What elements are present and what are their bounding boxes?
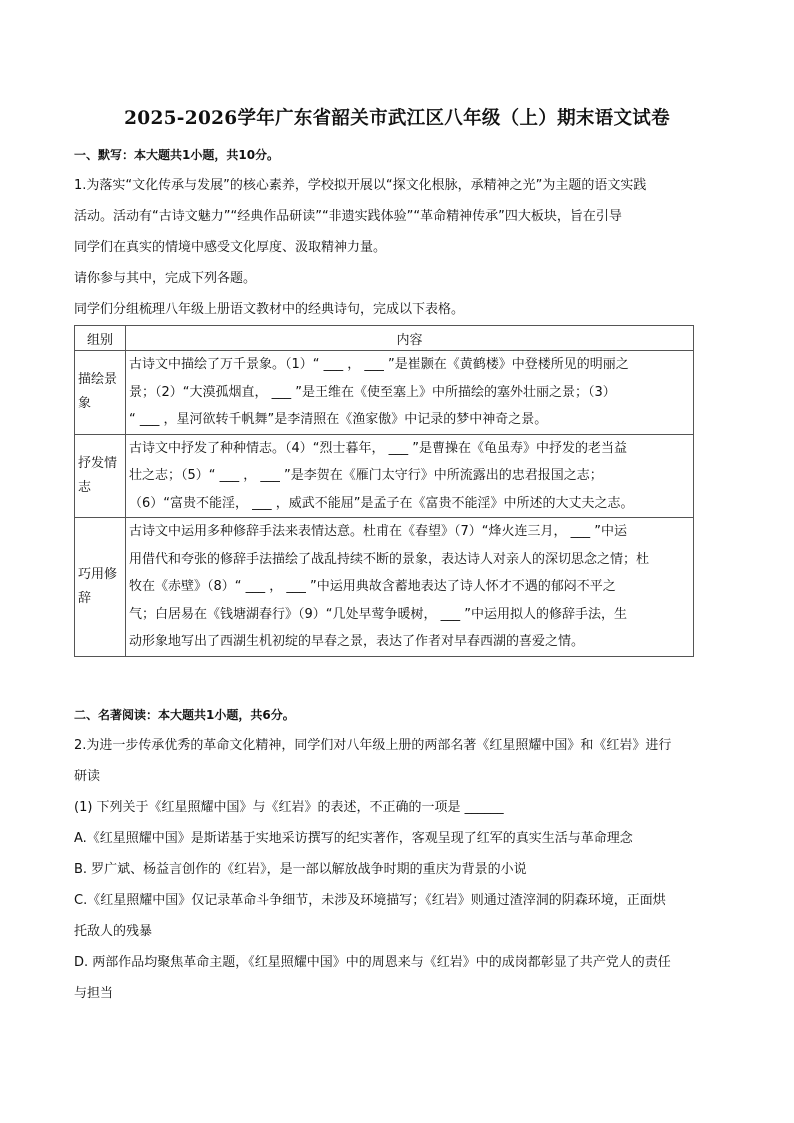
table-group-cell (75, 351, 126, 435)
table-header-content: 内容 (126, 326, 694, 351)
section-1-heading: 一、默写：本大题共1小题，共10分。 (74, 148, 280, 162)
exam-title: 2025-2026学年广东省韶关市武江区八年级（上）期末语文试卷 (124, 108, 670, 129)
content-line: 古诗文中描绘了万千景象。（1）“ ___ ， ___ ”是崔颢在《黄鹤楼》中登楼所见的明丽之 (129, 357, 629, 372)
group-label-line: 描绘景 (78, 372, 118, 388)
poetry-table (74, 325, 694, 657)
group-label-line: 辞 (78, 590, 92, 606)
table-content-cell (126, 518, 694, 657)
content-line: 景；（2）“大漠孤烟直， ___ ”是王维在《使至塞上》中所描绘的塞外壮丽之景；（3） (129, 384, 616, 400)
content-line: 古诗文中运用多种修辞手法来表情达意。杜甫在《春望》（7）“烽火连三月， ___ ”中运 (129, 524, 628, 539)
question-1-line: 请你参与其中，完成下列各题。 (74, 271, 257, 286)
group-label-line: 象 (78, 396, 92, 412)
table-row (75, 434, 694, 518)
content-line: “ ___ ，星河欲转千帆舞”是李清照在《渔家傲》中记录的梦中神奇之景。 (129, 412, 548, 427)
content-line: 用借代和夸张的修辞手法描绘了战乱持续不断的景象，表达诗人对亲人的深切思念之情；杜 (129, 551, 650, 567)
option-a: A.《红星照耀中国》是斯诺基于实地采访撰写的纪实著作，客观呈现了红军的真实生活与革命理念 (74, 831, 633, 846)
option-c: C.《红星照耀中国》仅记录革命斗争细节，未涉及环境描写；《红岩》则通过渣滓洞的阴森环境，正面烘 (74, 893, 666, 908)
table-row (75, 351, 694, 435)
content-line: 壮之志；（5）“ ___ ， ___ ”是李贺在《雁门太守行》中所流露出的忠君报国之志； (129, 468, 603, 483)
question-2-subquestion: (1) 下列关于《红星照耀中国》与《红岩》的表述，不正确的一项是 ______ (74, 800, 504, 815)
content-line: 古诗文中抒发了种种情志。（4）“烈士暮年， ___ ”是曹操在《龟虽寿》中抒发的老当益 (129, 440, 628, 456)
question-1-line: 活动。活动有“古诗文魅力”“经典作品研读”“非遗实践体验”“革命精神传承”四大板块，旨在引导 (74, 209, 622, 224)
group-label-line: 巧用修 (78, 566, 118, 582)
table-content-cell (126, 434, 694, 518)
option-d-cont: 与担当 (74, 986, 114, 1001)
table-group-cell (75, 518, 126, 657)
question-1-text (74, 170, 722, 322)
question-1-line: 1.为落实“文化传承与发展”的核心素养，学校拟开展以“探文化根脉，承精神之光”为主题的语文实践 (74, 178, 647, 193)
content-line: 牧在《赤壁》（8）“ ___ ， ___ ”中运用典故含蓄地表达了诗人怀才不遇的郁闷不平之 (129, 579, 616, 594)
content-line: （6）“富贵不能淫， ___ ，威武不能屈”是孟子在《富贵不能淫》中所述的大丈夫之志。 (129, 495, 634, 511)
option-c-cont: 托敌人的残暴 (74, 924, 153, 939)
table-group-cell (75, 434, 126, 518)
question-2-line: 2.为进一步传承优秀的革命文化精神，同学们对八年级上册的两部名著《红星照耀中国》和《红岩》进行 (74, 738, 672, 753)
question-1-line: 同学们分组梳理八年级上册语文教材中的经典诗句，完成以下表格。 (74, 302, 465, 317)
question-1-line: 同学们在真实的情境中感受文化厚度、汲取精神力量。 (74, 240, 387, 255)
question-2-text (74, 730, 722, 1009)
question-2-line: 研读 (74, 769, 101, 784)
table-header-row (75, 326, 694, 351)
option-b: B. 罗广斌、杨益言创作的《红岩》，是一部以解放战争时期的重庆为背景的小说 (74, 862, 527, 877)
content-line: 动形象地写出了西湖生机初绽的早春之景，表达了作者对早春西湖的喜爱之情。 (129, 634, 585, 649)
group-label-line: 抒发情 (78, 455, 118, 471)
content-line: 气；白居易在《钱塘湖春行》（9）“几处早莺争暖树， ___ ”中运用拟人的修辞手法，生 (129, 606, 628, 622)
table-row (75, 518, 694, 657)
table-content-cell (126, 351, 694, 435)
section-2-heading: 二、名著阅读：本大题共1小题，共6分。 (74, 708, 295, 722)
table-header-group: 组别 (75, 326, 126, 351)
option-d: D. 两部作品均聚焦革命主题，《红星照耀中国》中的周恩来与《红岩》中的成岗都彰显了共产党人的责任 (74, 955, 671, 970)
group-label-line: 志 (78, 479, 92, 495)
